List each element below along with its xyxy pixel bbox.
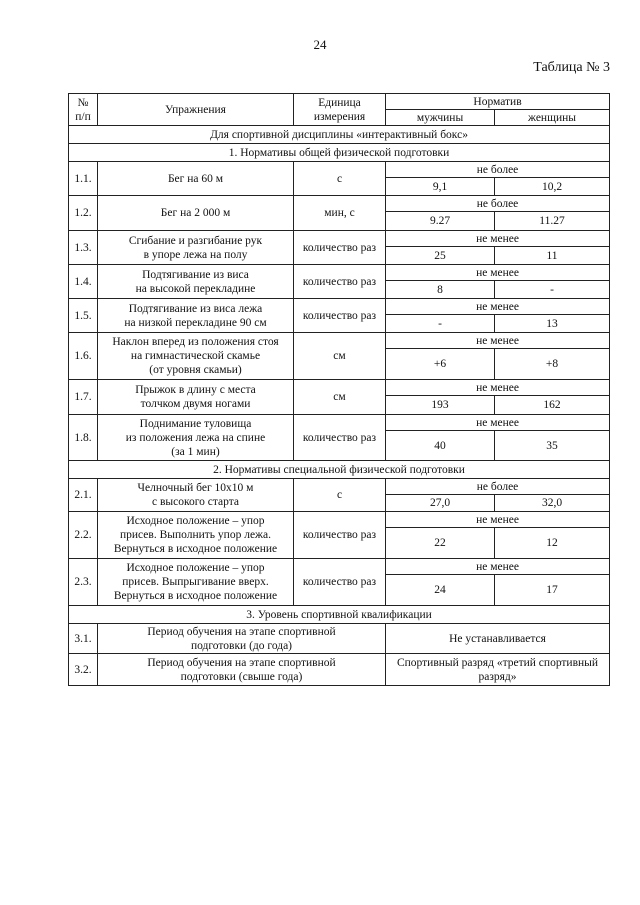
condition-cell: не более: [386, 196, 610, 212]
women-value: -: [495, 281, 610, 299]
men-value: 27,0: [386, 495, 495, 512]
men-value: 25: [386, 247, 495, 265]
condition-cell: не более: [386, 479, 610, 495]
header-norm: Норматив: [386, 94, 610, 110]
norm-row: [69, 479, 610, 495]
norm-row: [69, 162, 610, 178]
section-title: 2. Нормативы специальной физической подготовки: [69, 461, 610, 479]
row-number: 3.1.: [69, 624, 98, 654]
unit-cell: см: [294, 333, 386, 380]
qualification-value: Не устанавливается: [386, 624, 610, 654]
header-exercise: Упражнения: [98, 94, 294, 126]
exercise-name: Прыжок в длину с места толчком двумя ногами: [98, 380, 294, 415]
women-value: 12: [495, 528, 610, 559]
men-value: 193: [386, 396, 495, 415]
unit-cell: количество раз: [294, 512, 386, 559]
row-number: 2.1.: [69, 479, 98, 512]
header-num: № п/п: [69, 94, 98, 126]
row-number: 1.3.: [69, 231, 98, 265]
norms-table: [68, 93, 610, 686]
row-number: 1.2.: [69, 196, 98, 231]
section-title-row: [69, 126, 610, 144]
exercise-name: Сгибание и разгибание рук в упоре лежа на полу: [98, 231, 294, 265]
page-number: 24: [313, 37, 327, 52]
unit-cell: см: [294, 380, 386, 415]
row-number: 1.5.: [69, 299, 98, 333]
men-value: 9,1: [386, 178, 495, 196]
norm-row: [69, 415, 610, 431]
women-value: 11: [495, 247, 610, 265]
header-women: женщины: [495, 110, 610, 126]
period-cell: Период обучения на этапе спортивной подготовки (свыше года): [98, 654, 386, 686]
unit-cell: количество раз: [294, 265, 386, 299]
exercise-name: Подтягивание из виса лежа на низкой перекладине 90 см: [98, 299, 294, 333]
norm-row: [69, 299, 610, 315]
unit-cell: с: [294, 479, 386, 512]
condition-cell: не менее: [386, 415, 610, 431]
norm-row: [69, 380, 610, 396]
row-number: 1.7.: [69, 380, 98, 415]
norm-row: [69, 196, 610, 212]
row-number: 2.2.: [69, 512, 98, 559]
men-value: 8: [386, 281, 495, 299]
qualification-value: Спортивный разряд «третий спортивный разряд»: [386, 654, 610, 686]
unit-cell: количество раз: [294, 415, 386, 461]
condition-cell: не менее: [386, 231, 610, 247]
women-value: 35: [495, 431, 610, 461]
unit-cell: количество раз: [294, 299, 386, 333]
row-number: 1.4.: [69, 265, 98, 299]
period-cell: Период обучения на этапе спортивной подготовки (до года): [98, 624, 386, 654]
exercise-name: Подтягивание из виса на высокой перекладине: [98, 265, 294, 299]
row-number: 2.3.: [69, 559, 98, 606]
row-number: 3.2.: [69, 654, 98, 686]
condition-cell: не менее: [386, 265, 610, 281]
condition-cell: не менее: [386, 380, 610, 396]
condition-cell: не более: [386, 162, 610, 178]
table-title: Таблица № 3: [533, 60, 610, 75]
norm-row: [69, 512, 610, 528]
women-value: 10,2: [495, 178, 610, 196]
row-number: 1.1.: [69, 162, 98, 196]
exercise-name: Поднимание туловища из положения лежа на спине (за 1 мин): [98, 415, 294, 461]
exercise-name: Челночный бег 10x10 м с высокого старта: [98, 479, 294, 512]
section-title: Для спортивной дисциплины «интерактивный бокс»: [69, 126, 610, 144]
men-value: -: [386, 315, 495, 333]
men-value: 40: [386, 431, 495, 461]
section-title-row: [69, 461, 610, 479]
unit-cell: количество раз: [294, 559, 386, 606]
condition-cell: не менее: [386, 333, 610, 349]
men-value: 9.27: [386, 212, 495, 231]
section-title: 3. Уровень спортивной квалификации: [69, 606, 610, 624]
row-number: 1.6.: [69, 333, 98, 380]
qualification-row: [69, 624, 610, 654]
section-title: 1. Нормативы общей физической подготовки: [69, 144, 610, 162]
women-value: 13: [495, 315, 610, 333]
norm-row: [69, 265, 610, 281]
header-unit: Единица измерения: [294, 94, 386, 126]
condition-cell: не менее: [386, 559, 610, 575]
norm-row: [69, 231, 610, 247]
exercise-name: Бег на 2 000 м: [98, 196, 294, 231]
women-value: +8: [495, 349, 610, 380]
condition-cell: не менее: [386, 299, 610, 315]
condition-cell: не менее: [386, 512, 610, 528]
women-value: 17: [495, 575, 610, 606]
men-value: 24: [386, 575, 495, 606]
exercise-name: Бег на 60 м: [98, 162, 294, 196]
row-number: 1.8.: [69, 415, 98, 461]
exercise-name: Исходное положение – упор присев. Выполнить упор лежа. Вернуться в исходное положение: [98, 512, 294, 559]
men-value: 22: [386, 528, 495, 559]
women-value: 162: [495, 396, 610, 415]
section-title-row: [69, 144, 610, 162]
women-value: 11.27: [495, 212, 610, 231]
qualification-row: [69, 654, 610, 686]
header-row: [69, 94, 610, 110]
women-value: 32,0: [495, 495, 610, 512]
exercise-name: Исходное положение – упор присев. Выпрыгивание вверх. Вернуться в исходное положение: [98, 559, 294, 606]
section-title-row: [69, 606, 610, 624]
exercise-name: Наклон вперед из положения стоя на гимнастической скамье (от уровня скамьи): [98, 333, 294, 380]
unit-cell: количество раз: [294, 231, 386, 265]
norm-row: [69, 559, 610, 575]
header-men: мужчины: [386, 110, 495, 126]
unit-cell: мин, с: [294, 196, 386, 231]
unit-cell: с: [294, 162, 386, 196]
men-value: +6: [386, 349, 495, 380]
norm-row: [69, 333, 610, 349]
